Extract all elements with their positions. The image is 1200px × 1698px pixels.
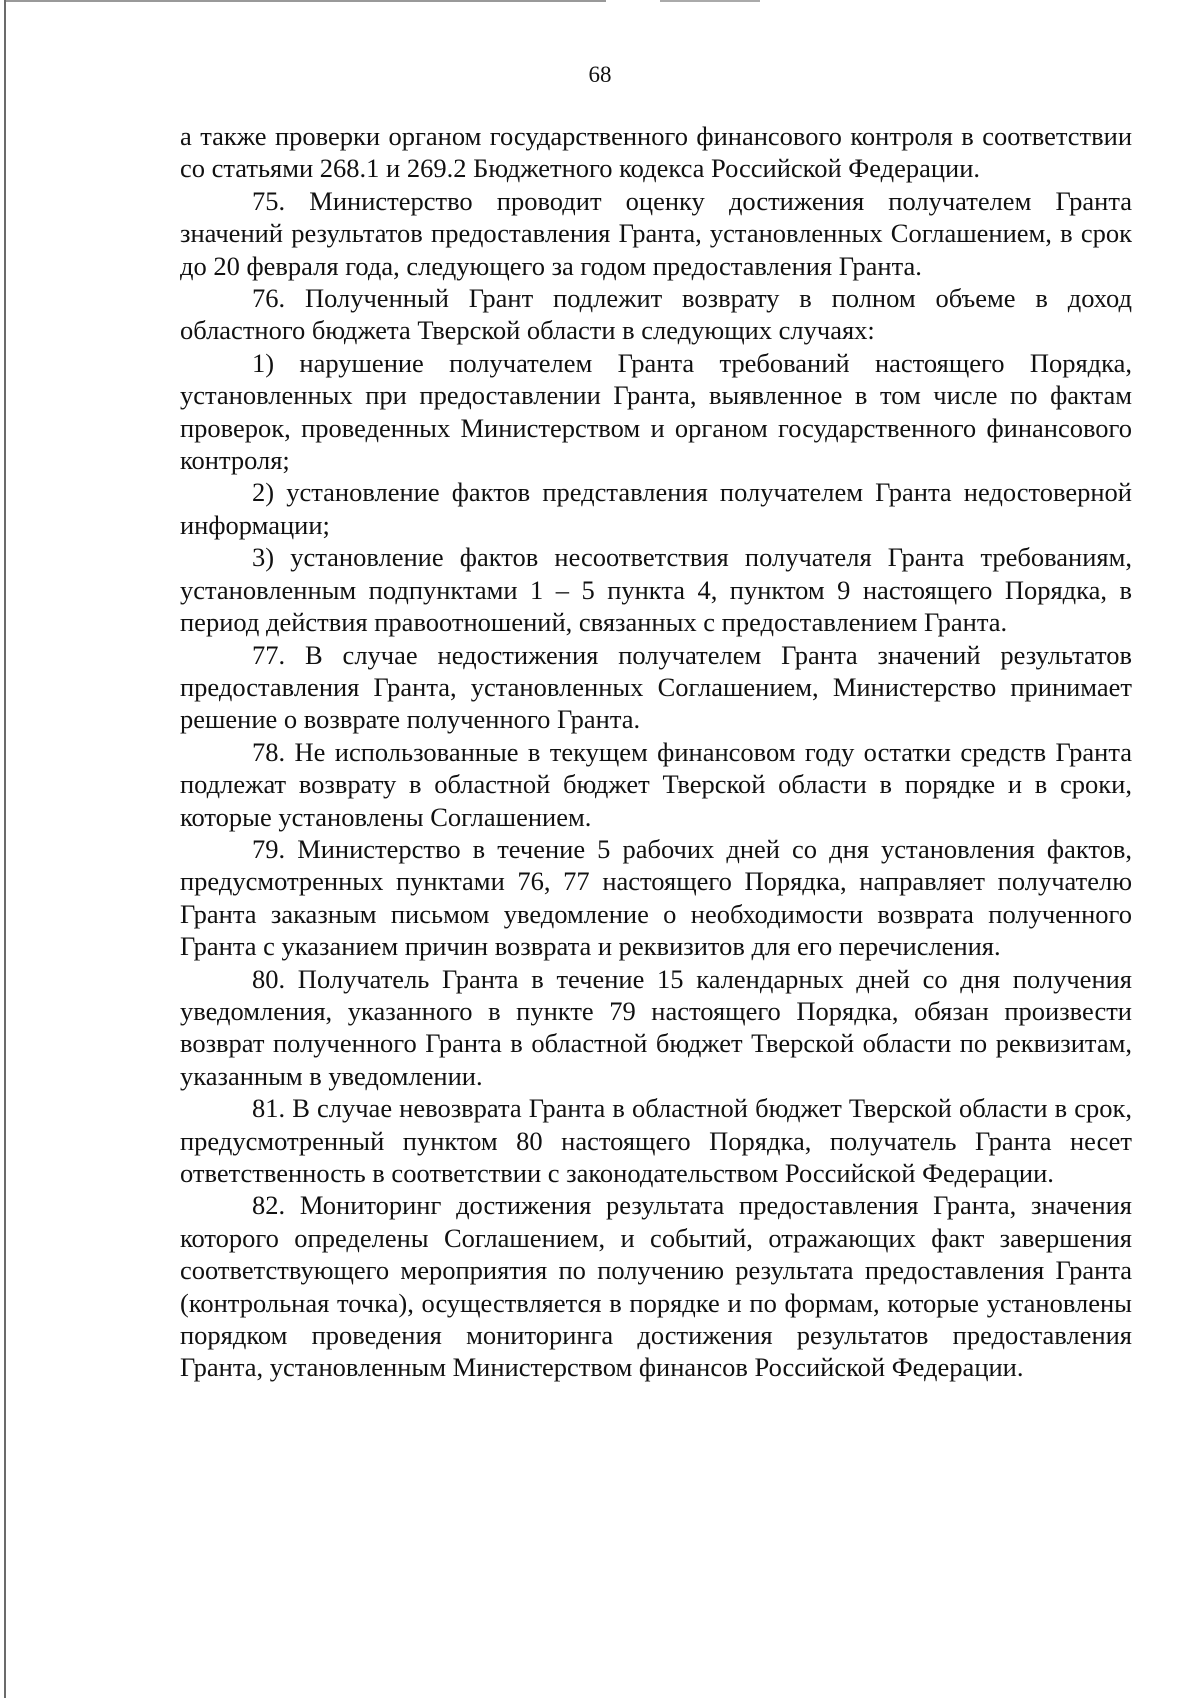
page-number: 68 (588, 62, 612, 87)
scan-edge-left (4, 0, 6, 1698)
subitem-76-2: 2) установление фактов представления получателем Гранта недостоверной информации; (180, 477, 1132, 540)
subitem-76-1: 1) нарушение получателем Гранта требований настоящего Порядка, установленных при предоставлении Гранта, выявленное в том числе по фактам проверок, проведенных Министерством и органом государственного финансового контроля; (180, 347, 1132, 476)
scan-edge-top-right (660, 0, 760, 2)
paragraph-78: 78. Не использованные в текущем финансовом году остатки средств Гранта подлежат возврату в областной бюджет Тверской области в порядке и в сроки, которые установлены Соглашением. (180, 736, 1132, 832)
paragraph-82: 82. Мониторинг достижения результата предоставления Гранта, значения которого определены Соглашением, и событий, отражающих факт завершения соответствующего мероприятия по получению результата предоставления Гранта (контрольная точка), осуществляется в порядке и по формам, которые установлены порядком проведения мониторинга достижения результатов предоставления Гранта, установленным Министерством финансов Российской Федерации. (180, 1190, 1132, 1383)
paragraph-77: 77. В случае недостижения получателем Гранта значений результатов предоставления Гранта, установленных Соглашением, Министерство принимает решение о возврате полученного Гранта. (180, 639, 1132, 735)
paragraph-79: 79. Министерство в течение 5 рабочих дней со дня установления фактов, предусмотренных пунктами 76, 77 настоящего Порядка, направляет получателю Гранта заказным письмом уведомление о необходимости возврата полученного Гранта с указанием причин возврата и реквизитов для его перечисления. (180, 833, 1132, 962)
paragraph-81: 81. В случае невозврата Гранта в областной бюджет Тверской области в срок, предусмотренный пунктом 80 настоящего Порядка, получатель Гранта несет ответственность в соответствии с законодательством Российской Федерации. (180, 1093, 1132, 1188)
paragraph-75: 75. Министерство проводит оценку достижения получателем Гранта значений результатов предоставления Гранта, установленных Соглашением, в срок до 20 февраля года, следующего за годом предоставления Гранта. (180, 185, 1132, 281)
subitem-76-3: 3) установление фактов несоответствия получателя Гранта требованиям, установленным подпунктами 1 – 5 пункта 4, пунктом 9 настоящего Порядка, в период действия правоотношений, связанных с предоставлением Гранта. (180, 542, 1132, 638)
paragraph-continuation: а также проверки органом государственного финансового контроля в соответствии со статьями 268.1 и 269.2 Бюджетного кодекса Российской Федерации. (180, 121, 1132, 184)
paragraph-80: 80. Получатель Гранта в течение 15 календарных дней со дня получения уведомления, указанного в пункте 79 настоящего Порядка, обязан произвести возврат полученного Гранта в областной бюджет Тверской области по реквизитам, указанным в уведомлении. (180, 963, 1132, 1091)
paragraph-76: 76. Полученный Грант подлежит возврату в полном объеме в доход областного бюджета Тверской области в следующих случаях: (180, 283, 1132, 346)
scan-edge-top (6, 0, 606, 2)
document-body (180, 120, 1132, 1384)
